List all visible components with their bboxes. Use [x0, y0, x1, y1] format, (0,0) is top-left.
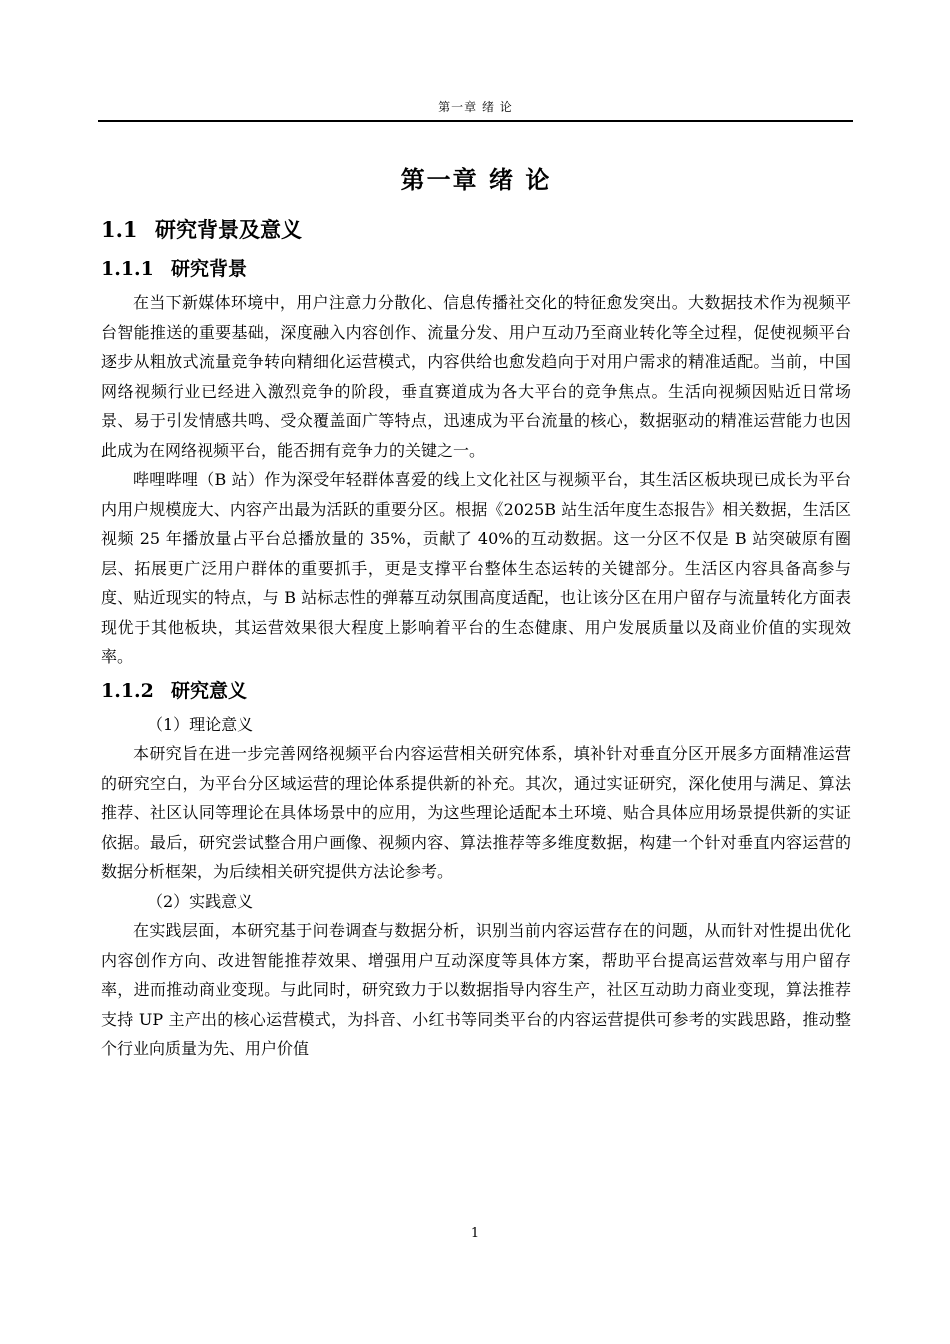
- section-title: 研究背景: [171, 258, 248, 280]
- header-rule: [98, 120, 853, 122]
- section-title: 研究背景及意义: [155, 217, 302, 242]
- page-number: 1: [470, 1226, 480, 1241]
- section-number: 1.1: [101, 217, 138, 242]
- running-header: 第一章 绪 论: [438, 100, 513, 114]
- body-paragraph: 哔哩哔哩（B 站）作为深受年轻群体喜爱的线上文化社区与视频平台，其生活区板块现已成长为平台内用户规模庞大、内容产出最为活跃的重要分区。根据《2025B 站生活年度生态报告》相关数据，生活区视频 25 年播放量占平台总播放量的 35%，贡献了 40%的互动数据。这一分区不仅是 B 站突破原有圈层、拓展更广泛用户群体的重要抓手，更是支撑平台整体生态运转的关键部分。生活区内容具备高参与度、贴近现实的特点，与 B 站标志性的弹幕互动氛围高度适配，也让该分区在用户留存与流量转化方面表现优于其他板块，其运营效果很大程度上影响着平台的生态健康、用户发展质量以及商业价值的实现效率。: [101, 470, 851, 666]
- section-number: 1.1.1: [101, 258, 154, 280]
- subheading-practice: （2）实践意义: [147, 891, 254, 911]
- body-paragraph: 在当下新媒体环境中，用户注意力分散化、信息传播社交化的特征愈发突出。大数据技术作为视频平台智能推送的重要基础，深度融入内容创作、流量分发、用户互动乃至商业转化等全过程，促使视频平台逐步从粗放式流量竞争转向精细化运营模式，内容供给也愈发趋向于对用户需求的精准适配。当前，中国网络视频行业已经进入激烈竞争的阶段，垂直赛道成为各大平台的竞争焦点。生活向视频因贴近日常场景、易于引发情感共鸣、受众覆盖面广等特点，迅速成为平台流量的核心，数据驱动的精准运营能力也因此成为在网络视频平台，能否拥有竞争力的关键之一。: [101, 293, 851, 460]
- page-body: [101, 160, 851, 1064]
- body-paragraph: 本研究旨在进一步完善网络视频平台内容运营相关研究体系，填补针对垂直分区开展多方面精准运营的研究空白，为平台分区域运营的理论体系提供新的补充。其次，通过实证研究，深化使用与满足、算法推荐、社区认同等理论在具体场景中的应用，为这些理论适配本土环境、贴合具体应用场景提供新的实证依据。最后，研究尝试整合用户画像、视频内容、算法推荐等多维度数据，构建一个针对垂直内容运营的数据分析框架，为后续相关研究提供方法论参考。: [101, 744, 851, 881]
- section-title: 研究意义: [171, 679, 248, 702]
- subheading-theory: （1）理论意义: [147, 714, 254, 734]
- section-heading-1-1-1: [101, 250, 851, 288]
- section-heading-1-1: [101, 210, 851, 250]
- body-paragraph: 在实践层面，本研究基于问卷调查与数据分析，识别当前内容运营存在的问题，从而针对性提出优化内容创作方向、改进智能推荐效果、增强用户互动深度等具体方案，帮助平台提高运营效率与用户留存率，进而推动商业变现。与此同时，研究致力于以数据指导内容生产，社区互动助力商业变现，算法推荐支持 UP 主产出的核心运营模式，为抖音、小红书等同类平台的内容运营提供可参考的实践思路，推动整个行业向质量为先、用户价值: [101, 921, 851, 1058]
- chapter-title: 第一章 绪 论: [400, 165, 552, 194]
- section-heading-1-1-2: [101, 672, 851, 710]
- section-number: 1.1.2: [101, 679, 154, 702]
